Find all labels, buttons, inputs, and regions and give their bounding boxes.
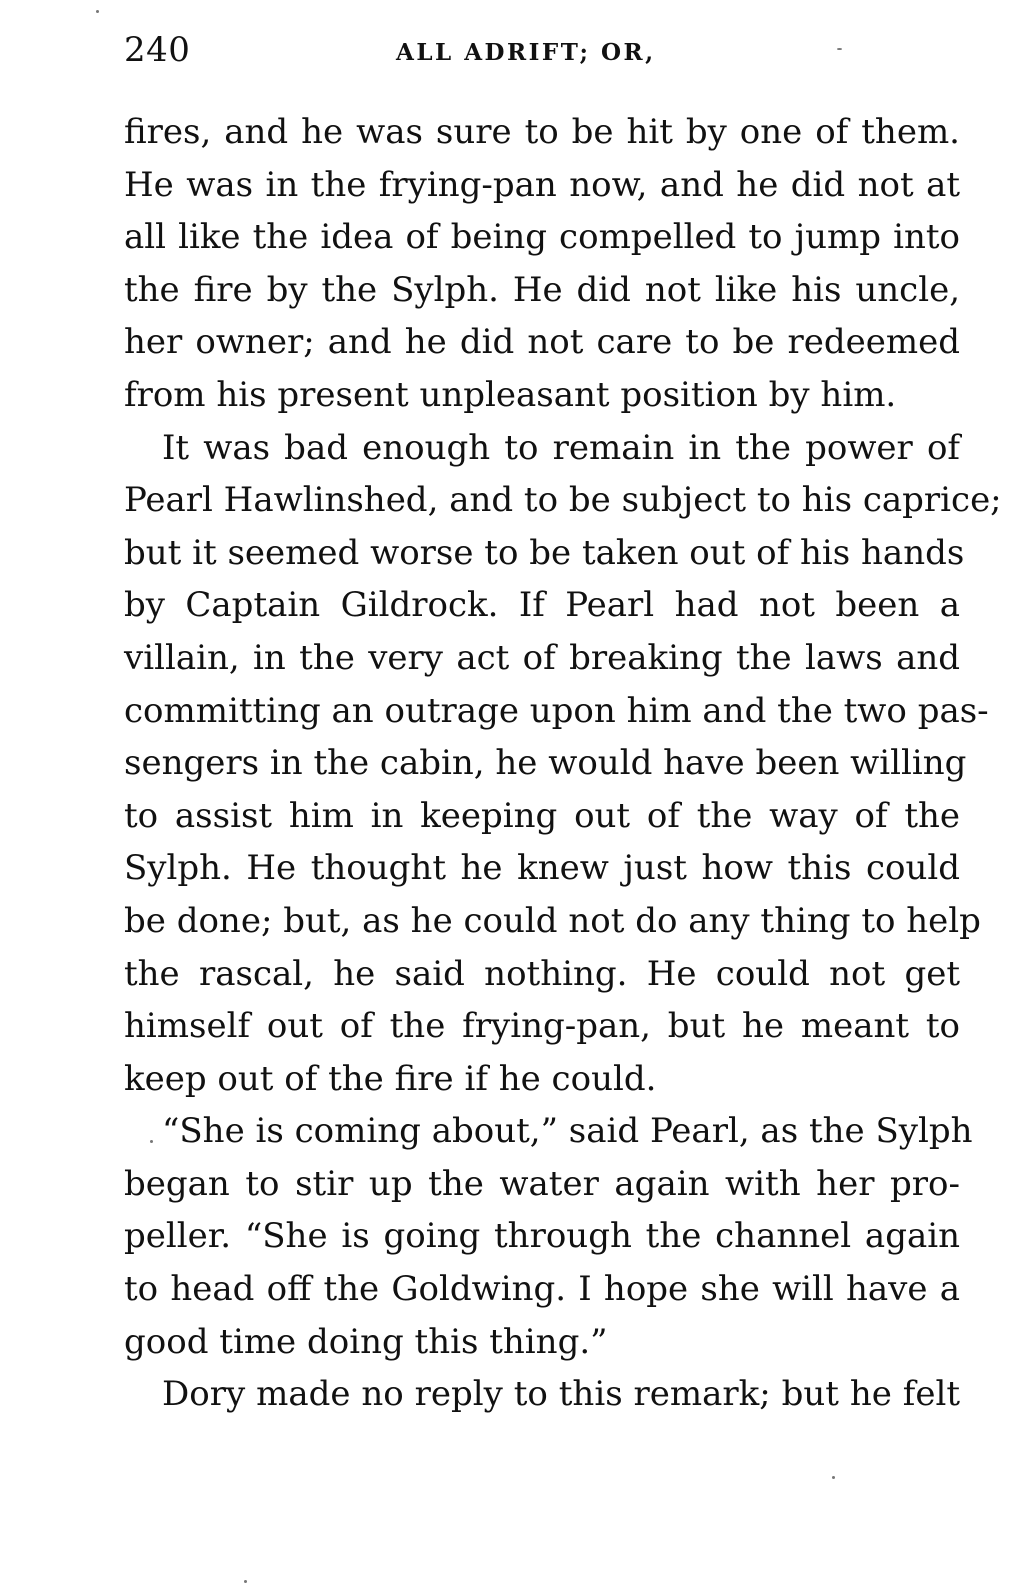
paragraph	[124, 1105, 973, 1368]
text-line: to assist him in keeping out of the way of the	[124, 795, 960, 836]
text-line: fires, and he was sure to be hit by one of them.	[124, 112, 960, 152]
text-line: Dory made no reply to this remark; but he felt	[162, 1374, 960, 1415]
body-text	[124, 106, 1002, 1421]
paragraph	[124, 106, 960, 422]
scan-speck	[837, 48, 842, 50]
text-line: It was bad enough to remain in the power of	[162, 427, 960, 468]
text-line: himself out of the frying-pan, but he meant to	[124, 1006, 960, 1047]
text-line: by Captain Gildrock. If Pearl had not been a	[124, 585, 960, 626]
text-line: good time doing this thing.”	[124, 1321, 608, 1362]
text-line: her owner; and he did not care to be redeemed	[124, 322, 960, 363]
text-line: from his present unpleasant position by him.	[124, 374, 897, 415]
text-line: be done; but, as he could not do any thing to help	[124, 900, 981, 941]
paragraph	[124, 1368, 960, 1421]
scan-speck	[96, 10, 99, 13]
text-line: He was in the frying-pan now, and he did not at	[124, 164, 960, 205]
text-line: Sylph. He thought he knew just how this could	[124, 848, 960, 889]
running-head: ALL ADRIFT; OR,	[396, 39, 656, 66]
text-line: keep out of the fire if he could.	[124, 1058, 657, 1099]
text-line: to head off the Goldwing. I hope she will have a	[124, 1269, 960, 1310]
text-line: peller. “She is going through the channel again	[124, 1216, 960, 1257]
text-line: sengers in the cabin, he would have been willing	[124, 743, 967, 784]
text-line: all like the idea of being compelled to jump into	[124, 217, 960, 258]
text-line: began to stir up the water again with her pro-	[124, 1163, 960, 1204]
page-number: 240	[124, 30, 191, 70]
text-line: Pearl Hawlinshed, and to be subject to his caprice;	[124, 480, 1002, 521]
scan-speck	[244, 1580, 247, 1583]
text-line: the fire by the Sylph. He did not like his uncle,	[124, 269, 960, 310]
text-line: “She is coming about,” said Pearl, as the Sylph	[162, 1111, 973, 1152]
text-line: villain, in the very act of breaking the laws and	[124, 637, 960, 678]
page-header	[124, 28, 962, 76]
text-line: committing an outrage upon him and the two pas-	[124, 690, 989, 731]
paragraph	[124, 422, 1002, 1106]
scan-speck	[150, 1140, 153, 1143]
scan-speck	[832, 1476, 835, 1479]
text-line: but it seemed worse to be taken out of his hands	[124, 532, 965, 573]
text-line: the rascal, he said nothing. He could not get	[124, 953, 960, 994]
